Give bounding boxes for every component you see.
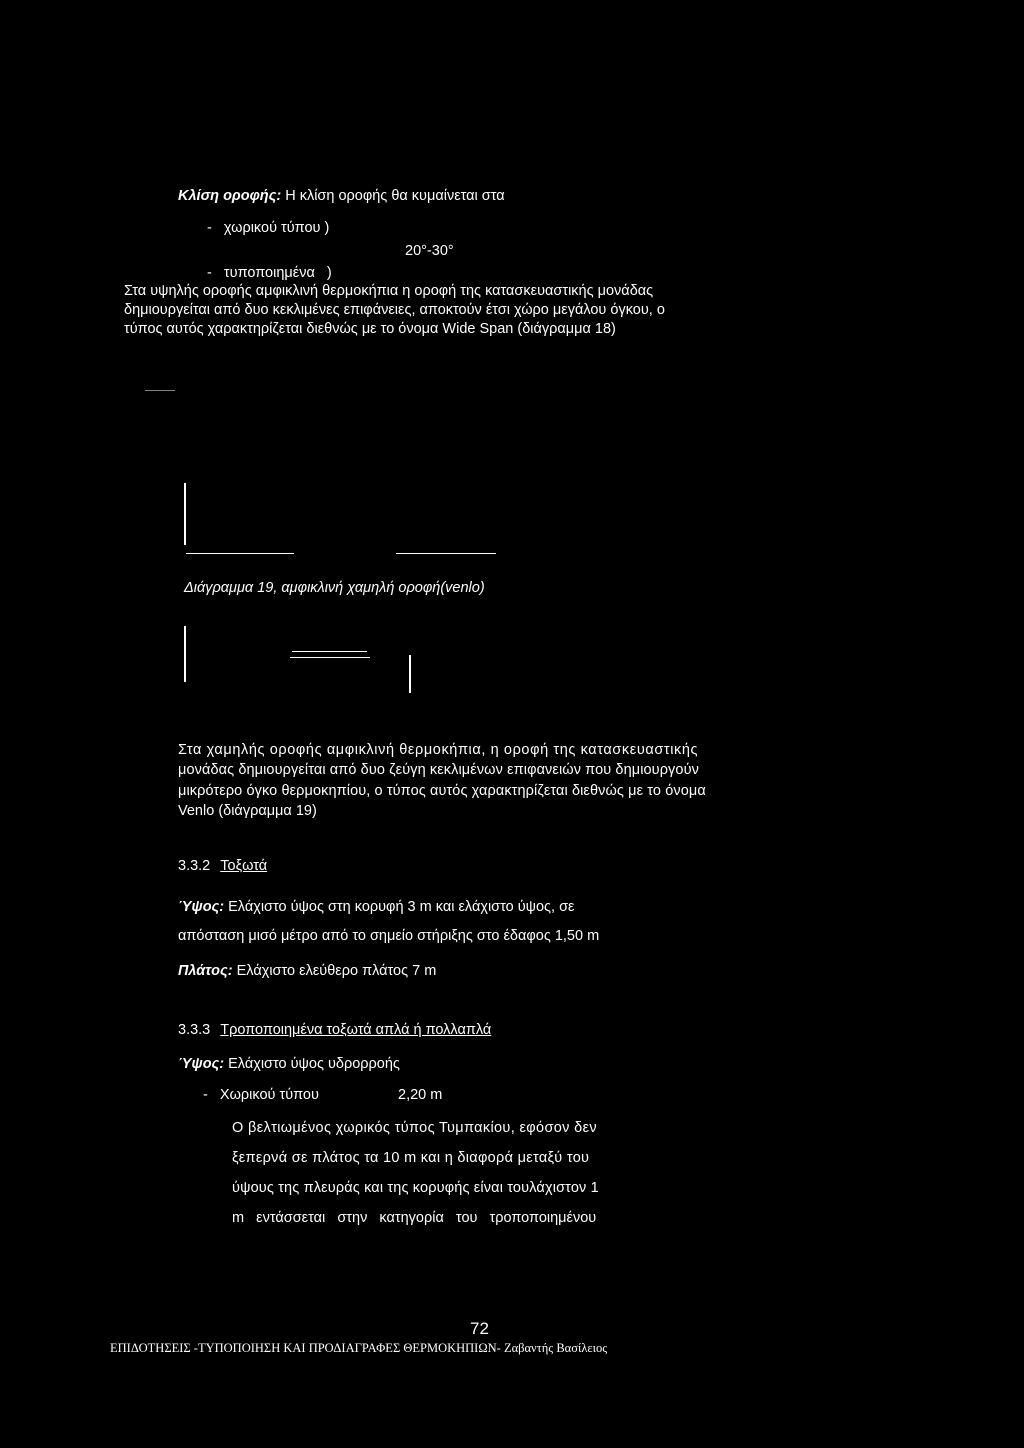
section-333-heading xyxy=(178,1022,491,1039)
section-332-number: 3.3.2 xyxy=(178,858,211,874)
roof-slope-heading xyxy=(178,188,505,205)
section-333-line3: ύψους της πλευράς και της κορυφής είναι τουλάχιστον 1 xyxy=(232,1180,599,1196)
roof-para-line1: Στα υψηλής οροφής αμφικλινή θερμοκήπια η οροφή της κατασκευαστικής μονάδας xyxy=(124,283,654,299)
section-332-width xyxy=(178,963,436,980)
diagram19-left-wall xyxy=(184,483,186,545)
diagram-roof-line-2 xyxy=(290,657,370,658)
roof-bullet-standard: - τυποποιημένα ) xyxy=(207,265,332,281)
roof-para-line3: τύπος αυτός χαρακτηρίζεται διεθνώς με το όνομα Wide Span (διάγραμμα 18) xyxy=(124,321,616,337)
section-333-line1: Ο βελτιωμένος χωρικός τύπος Τυμπακίου, εφόσον δεν xyxy=(232,1120,597,1136)
section-332-heading xyxy=(178,858,267,875)
diagram19-ground-right xyxy=(396,553,496,554)
diagram-left-post xyxy=(184,626,186,682)
section-332-height-text2: απόσταση μισό μέτρο από το σημείο στήριξης στο έδαφος 1,50 m xyxy=(178,928,600,944)
section-332-height xyxy=(178,899,575,916)
page-number: 72 xyxy=(470,1319,489,1338)
section-332-title: Τοξωτά xyxy=(220,858,268,874)
diagram-roof-line-1 xyxy=(292,651,367,652)
section-332-width-label: Πλάτος: xyxy=(178,963,233,979)
section-333-height xyxy=(178,1056,400,1073)
diagram19-caption: Διάγραμμα 19, αμφικλινή χαμηλή οροφή(venlo) xyxy=(184,580,485,596)
section-333-line4: m εντάσσεται στην κατηγορία του τροποποιημένου xyxy=(232,1210,597,1226)
section-333-bullet: - Χωρικού τύπου xyxy=(203,1087,319,1103)
footer-text: ΕΠΙΔΟΤΗΣΕΙΣ -ΤΥΠΟΠΟΙΗΣΗ ΚΑΙ ΠΡΟΔΙΑΓΡΑΦΕΣ ΘΕΡΜΟΚΗΠΙΩΝ- Ζαβαντής Βασίλειος xyxy=(110,1341,608,1355)
roof-bullet-spatial: - χωρικού τύπου ) xyxy=(207,220,330,236)
diagram-right-post xyxy=(409,655,411,693)
venlo-para-line3: μικρότερο όγκο θερμοκηπίου, ο τύπος αυτός χαρακτηρίζεται διεθνώς με το όνομα xyxy=(178,783,706,799)
section-333-height-text: Ελάχιστο ύψος υδρορροής xyxy=(228,1056,400,1072)
section-333-title: Τροποποιημένα τοξωτά απλά ή πολλαπλά xyxy=(220,1022,492,1038)
diagram19-ground-left xyxy=(186,553,294,554)
diagram18-remnant-dots xyxy=(145,390,175,391)
section-333-number: 3.3.3 xyxy=(178,1022,211,1038)
section-332-height-label: Ύψος: xyxy=(178,899,225,915)
venlo-para-line1: Στα χαμηλής οροφής αμφικλινή θερμοκήπια, η οροφή της κατασκευαστικής xyxy=(178,742,699,758)
section-333-bullet-value: 2,20 m xyxy=(398,1087,443,1103)
roof-slope-label: Κλίση οροφής: xyxy=(178,188,282,204)
venlo-para-line2: μονάδας δημιουργείται από δυο ζεύγη κεκλιμένων επιφανειών που δημιουργούν xyxy=(178,762,699,778)
section-332-height-text: Ελάχιστο ύψος στη κορυφή 3 m και ελάχιστο ύψος, σε xyxy=(228,899,575,915)
section-333-line2: ξεπερνά σε πλάτος τα 10 m και η διαφορά μεταξύ του xyxy=(232,1150,590,1166)
roof-angle-range: 20°-30° xyxy=(405,243,454,259)
roof-para-line2: δημιουργείται από δυο κεκλιμένες επιφάνειες, αποκτούν έτσι χώρο μεγάλου όγκου, ο xyxy=(124,302,665,318)
roof-slope-text: Η κλίση οροφής θα κυμαίνεται στα xyxy=(285,188,505,204)
venlo-para-line4: Venlo (διάγραμμα 19) xyxy=(178,803,317,819)
section-332-width-text: Ελάχιστο ελεύθερο πλάτος 7 m xyxy=(236,963,437,979)
section-333-height-label: Ύψος: xyxy=(178,1056,225,1072)
